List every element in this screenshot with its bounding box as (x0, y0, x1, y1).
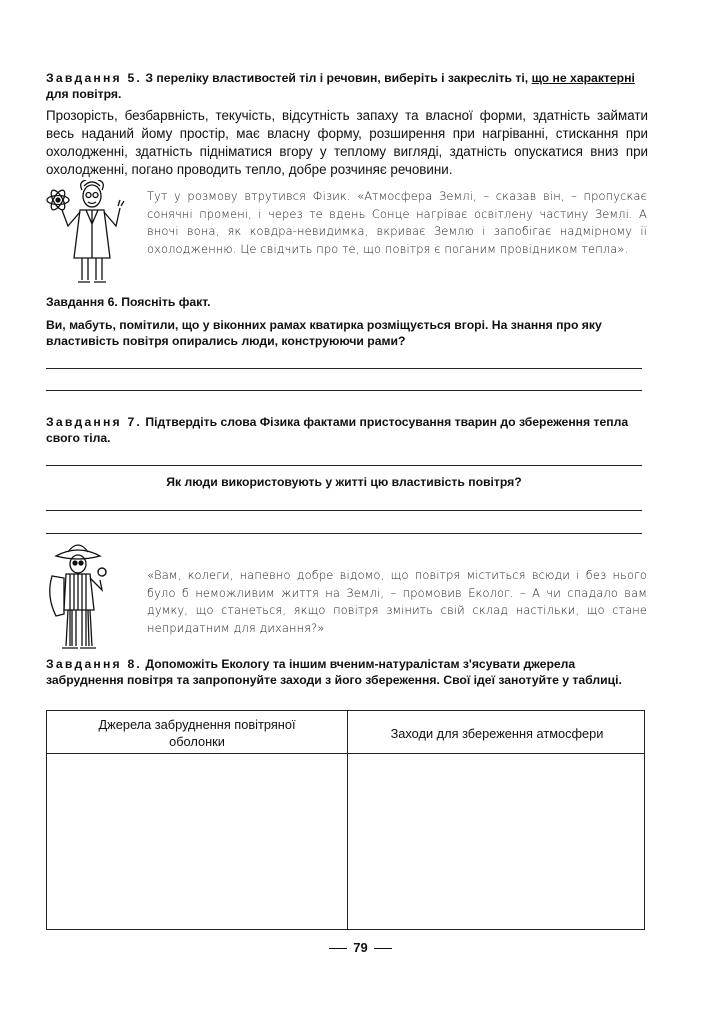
task-7-heading (46, 415, 646, 446)
ecologist-illustration (44, 540, 136, 656)
task-5-heading (46, 71, 646, 102)
task-7-instruction: Підтвердіть слова Фізика фактами пристосування тварин до збереження тепла свого тіла. (46, 415, 629, 445)
task-8-heading (46, 657, 646, 688)
table-header-measures: Заходи для збереження атмосфери (390, 725, 604, 741)
physicist-quote: Тут у розмову втрутився Фізик. «Атмосфера Землі, – сказав він, – пропускає сонячні промені, і через те вдень Сонце нагріває освітлену частину Землі. А вночі вона, як ковдра-невидимка, вкриває Землю і запобігає надмірному її охолодженню. Це свідчить про те, що повітря є поганим провідником тепла». (147, 189, 647, 256)
task-6-question: Ви, мабуть, помітили, що у віконних рамах кватирка розміщується вгорі. На знання про яку властивість повітря опирались люди, конструюючи рами? (46, 318, 602, 348)
task-6-title: Поясніть факт. (121, 295, 211, 309)
task-6-label: Завдання 6. (46, 295, 118, 309)
task-5-underlined: що не характерні (531, 71, 635, 85)
answer-line[interactable] (46, 510, 642, 511)
answer-line[interactable] (46, 533, 642, 534)
task-8-instruction: Допоможіть Екологу та іншим вченим-натуралістам з'ясувати джерела забруднення повітря та запропонуйте заходи з його збереження. Свої ідеї занотуйте у таблиці. (46, 657, 622, 687)
task-6-heading (46, 295, 646, 311)
answer-line[interactable] (46, 368, 642, 369)
table-cell-measures[interactable] (348, 754, 644, 929)
task-7-subquestion: Як люди використовують у житті цю властивість повітря? (166, 475, 522, 489)
table-header-sources: Джерела забруднення повітряної оболонки (98, 717, 296, 749)
task-8-label: Завдання 8. (46, 657, 143, 671)
physicist-illustration (44, 180, 136, 292)
ecologist-quote: «Вам, колеги, напевно добре відомо, що повітря міститься всюди і без нього було б неможливим життя на Землі, – промовив Еколог. – А чи спадало вам думку, що станеться, якщо повітря змінить свій склад настільки, що стане непридатним для дихання?» (147, 568, 647, 635)
ideas-table (46, 710, 645, 930)
page-number-dash-left (329, 948, 347, 949)
page-number-dash-right (374, 948, 392, 949)
table-cell-sources[interactable] (47, 754, 347, 929)
task-5-properties: Прозорість, безбарвність, текучість, відсутність запаху та власної форми, здатність займати весь наданий йому простір, має власну форму, розширення при нагріванні, стискання при охолодженні, здатність підніматися вгору у теплому вигляді, здатність опускатися вниз при охолодженні, погано проводить тепло, добре розчиняє речовини. (46, 108, 648, 177)
page-number-value: 79 (353, 940, 368, 955)
page-number (0, 940, 721, 955)
task-5-instruction-end: для повітря. (46, 86, 122, 101)
answer-line[interactable] (46, 465, 642, 466)
task-5-label: Завдання 5. (46, 71, 143, 85)
task-5-instruction-start: З переліку властивостей тіл і речовин, виберіть і закресліть ті, (145, 71, 532, 85)
answer-line[interactable] (46, 390, 642, 391)
task-7-label: Завдання 7. (46, 415, 143, 429)
